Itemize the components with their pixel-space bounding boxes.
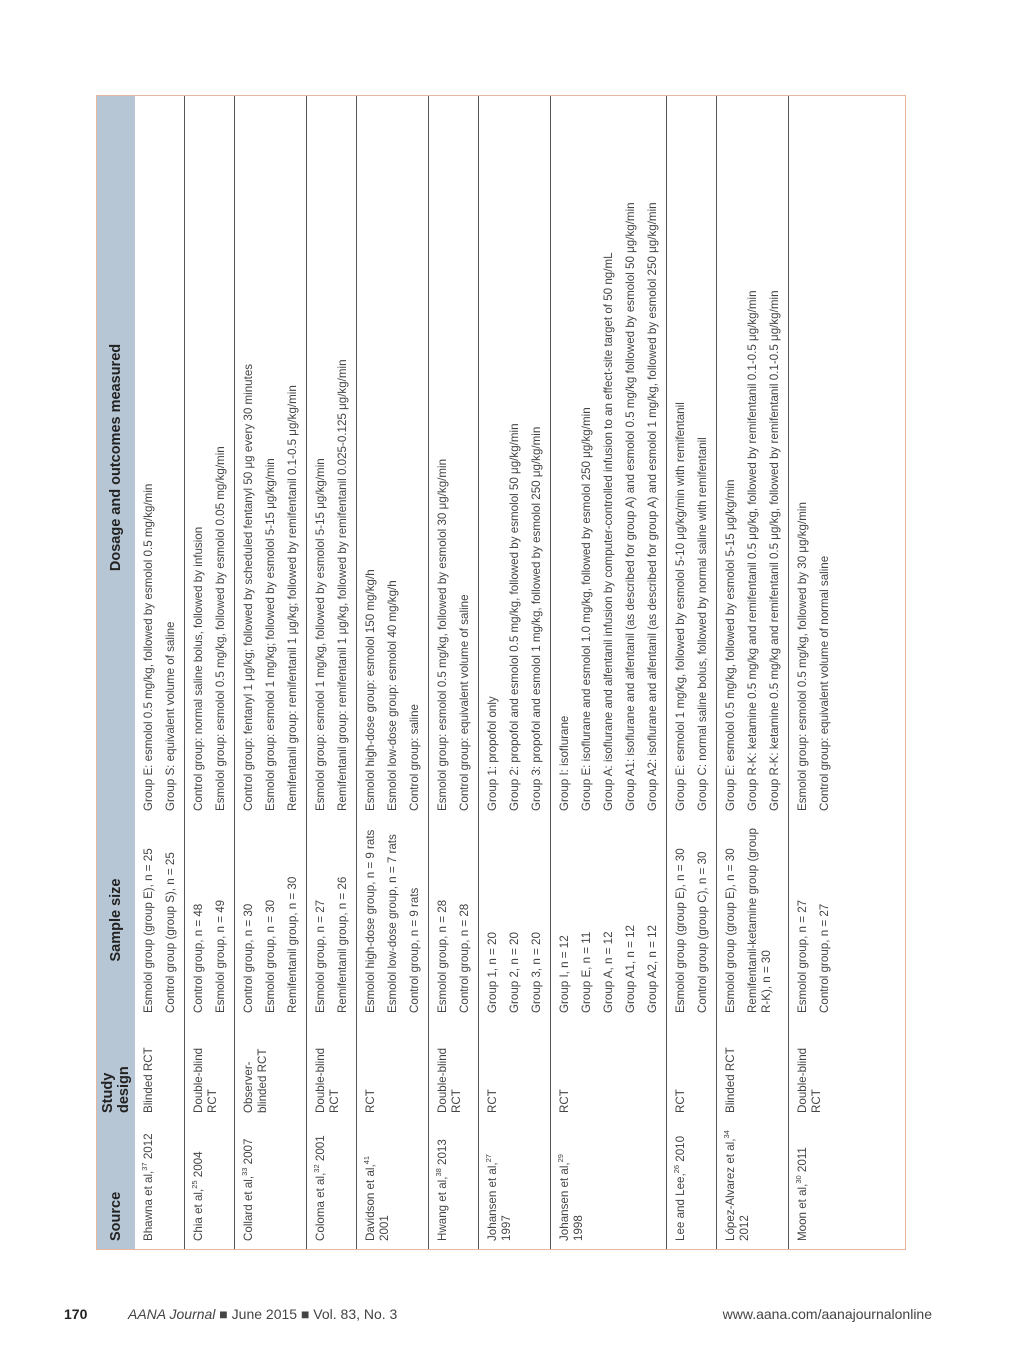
dosage-line: Group A1: isoflurane and alfentanil (as described for group A) and esmolol 0.5 mg/kg followed by esmolol 50 μg/kg/min [624, 202, 637, 811]
header-sample-size: Sample size [97, 819, 135, 1021]
source-cell [185, 1121, 235, 1249]
sample-size-line: Esmolol group (group E), n = 25 [142, 848, 155, 1013]
sample-size-cell [357, 819, 429, 1021]
source-cell [789, 1121, 839, 1249]
header-source: Source [97, 1121, 135, 1249]
reference-number: 26 [672, 1164, 682, 1174]
source-cell [135, 1121, 185, 1249]
source-year: 2011 [796, 1147, 809, 1176]
study-design-cell: Blinded RCT [717, 1021, 789, 1121]
sample-size-cell [235, 819, 307, 1021]
study-design-cell: RCT [357, 1021, 429, 1121]
sample-size-line: Control group, n = 9 rats [408, 887, 421, 1013]
sample-size-line: Control group, n = 28 [458, 903, 471, 1013]
dosage-line: Group E: esmolol 0.5 mg/kg, followed by esmolol 5-15 μg/kg/min [724, 479, 737, 811]
sample-size-line: Esmolol group (group E), n = 30 [724, 848, 737, 1013]
table-row [135, 96, 185, 1249]
studies-table [97, 96, 838, 1249]
dosage-line: Group A2: isoflurane and alfentanil (as described for group A) and esmolol 1 mg/kg, followed by esmolol 250 μg/kg/min [646, 202, 659, 811]
study-design-cell: Double-blind RCT [307, 1021, 357, 1121]
study-design-cell: Observer-blinded RCT [235, 1021, 307, 1121]
table-frame [96, 95, 906, 1250]
source-year: 2010 [674, 1135, 687, 1165]
sample-size-line: Group I, n = 12 [558, 935, 571, 1013]
header-study-design: Study design [97, 1021, 135, 1121]
dosage-line: Esmolol group: esmolol 0.5 mg/kg, followed by 30 μg/kg/min [796, 502, 809, 811]
journal-name: AANA Journal [128, 1306, 216, 1322]
dosage-line: Group S: equivalent volume of saline [164, 621, 177, 811]
sample-size-cell [185, 819, 235, 1021]
reference-number: 25 [190, 1180, 200, 1189]
dosage-line: Remifentanil group: remifentanil 1 μg/kg; followed by remifentanil 0.1-0.5 μg/kg/min [286, 385, 299, 811]
sample-size-line: Esmolol high-dose group, n = 9 rats [364, 829, 377, 1013]
table-row [429, 96, 479, 1249]
source-cell [717, 1121, 789, 1249]
dosage-line: Group I: isoflurane [558, 715, 571, 811]
study-design-cell: Blinded RCT [142, 1047, 155, 1113]
source-year: 2007 [242, 1138, 255, 1168]
source-name: Davidson et al, [364, 1164, 377, 1241]
dosage-line: Group R-K: ketamine 0.5 mg/kg and remifentanil 0.5 μg/kg, followed by remifentanil 0.1-0.5 μg/kg/min [746, 290, 759, 811]
table-row [717, 96, 789, 1249]
reference-number: 30 [794, 1175, 804, 1184]
dosage-line: Group C: normal saline bolus, followed by normal saline with remifentanil [696, 437, 709, 811]
dosage-cell [135, 96, 185, 819]
sample-size-cell [789, 819, 839, 1021]
table-header [97, 96, 135, 1249]
dosage-cell [551, 96, 667, 819]
journal-issue: ■ June 2015 ■ Vol. 83, No. 3 [215, 1306, 398, 1322]
reference-number: 27 [484, 1154, 494, 1163]
sample-size-line: Group 2, n = 20 [508, 932, 521, 1013]
source-year: 2012 [738, 1215, 751, 1241]
study-design-cell: RCT [479, 1021, 551, 1121]
source-name: Bhawna et al, [142, 1170, 155, 1241]
source-name: López-Alvarez et al, [724, 1138, 737, 1241]
sample-size-line: Esmolol group, n = 27 [314, 899, 327, 1013]
source-name: Collard et al, [242, 1175, 255, 1241]
reference-number: 41 [362, 1155, 372, 1165]
sample-size-cell [551, 819, 667, 1021]
sample-size-line: Group 3, n = 20 [530, 932, 543, 1013]
table-row [789, 96, 839, 1249]
table-row [235, 96, 307, 1249]
study-design-cell: RCT [667, 1021, 717, 1121]
reference-number: 33 [240, 1167, 250, 1176]
table-row [551, 96, 667, 1249]
sample-size-cell [307, 819, 357, 1021]
dosage-cell [429, 96, 479, 819]
sample-size-line: Esmolol group, n = 49 [214, 899, 227, 1013]
header-dosage: Dosage and outcomes measured [97, 96, 135, 819]
source-name: Chia et al, [192, 1188, 205, 1241]
sample-size-line: Group A2, n = 12 [646, 925, 659, 1013]
source-name: Coloma et al, [314, 1172, 327, 1241]
source-name: Moon et al, [796, 1183, 809, 1241]
sample-size-line: Group E, n = 11 [580, 931, 593, 1013]
dosage-cell [185, 96, 235, 819]
dosage-line: Group 3: propofol and esmolol 1 mg/kg, followed by esmolol 250 μg/kg/min [530, 426, 543, 811]
source-year: 2001 [314, 1135, 327, 1165]
sample-size-line: Control group (group C), n = 30 [696, 851, 709, 1013]
dosage-line: Group 1: propofol only [486, 696, 499, 811]
dosage-line: Esmolol group: esmolol 0.5 mg/kg, followed by esmolol 0.05 mg/kg/min [214, 446, 227, 811]
dosage-line: Group E: esmolol 0.5 mg/kg, followed by esmolol 0.5 mg/kg/min [142, 483, 155, 811]
sample-size-line: Group A1, n = 12 [624, 925, 637, 1013]
sample-size-line: Esmolol group, n = 30 [264, 899, 277, 1013]
source-year: 2004 [192, 1151, 205, 1181]
sample-size-line: Esmolol group (group E), n = 30 [674, 848, 687, 1013]
dosage-cell [307, 96, 357, 819]
dosage-cell [235, 96, 307, 819]
sample-size-cell [479, 819, 551, 1021]
dosage-line: Group E: esmolol 1 mg/kg, followed by esmolol 5-10 μg/kg/min with remifentanil [674, 402, 687, 811]
table-row [479, 96, 551, 1249]
dosage-cell [717, 96, 789, 819]
dosage-line: Control group: saline [408, 704, 421, 811]
source-cell [357, 1121, 429, 1249]
sample-size-cell [135, 819, 185, 1021]
dosage-line: Esmolol group: esmolol 0.5 mg/kg, followed by esmolol 30 μg/kg/min [436, 458, 449, 811]
rotated-table [97, 96, 905, 1249]
table-row [667, 96, 717, 1249]
source-name: Johansen et al, [558, 1162, 571, 1241]
dosage-cell [667, 96, 717, 819]
reference-number: 34 [722, 1130, 732, 1139]
journal-citation [128, 1306, 397, 1322]
dosage-line: Control group: equivalent volume of saline [458, 594, 471, 811]
source-year: 1998 [572, 1215, 585, 1241]
dosage-line: Esmolol group: esmolol 1 mg/kg, followed by esmolol 5-15 μg/kg/min [314, 458, 327, 811]
source-cell [429, 1121, 479, 1249]
sample-size-cell [717, 819, 789, 1021]
source-cell [235, 1121, 307, 1249]
dosage-line: Control group: equivalent volume of normal saline [818, 555, 831, 811]
source-cell [307, 1121, 357, 1249]
dosage-line: Group R-K: ketamine 0.5 mg/kg and remifentanil 0.5 μg/kg, followed by remifentanil 0.1-0.5 μg/kg/min [768, 290, 781, 811]
dosage-line: Group 2: propofol and esmolol 0.5 mg/kg, followed by esmolol 50 μg/kg/min [508, 423, 521, 811]
table-row [185, 96, 235, 1249]
table-body [135, 96, 838, 1249]
reference-number: 38 [434, 1168, 444, 1177]
source-year: 1997 [500, 1215, 513, 1241]
reference-number: 37 [140, 1162, 150, 1171]
dosage-cell [479, 96, 551, 819]
dosage-line: Control group: normal saline bolus, followed by infusion [192, 526, 205, 811]
dosage-cell [789, 96, 839, 819]
sample-size-line: Control group, n = 27 [818, 903, 831, 1013]
source-year: 2001 [378, 1215, 391, 1241]
sample-size-line: Group 1, n = 20 [486, 932, 499, 1013]
dosage-line: Group E: isoflurane and esmolol 1.0 mg/kg, followed by esmolol 250 μg/kg/min [580, 407, 593, 811]
dosage-line: Group A: isoflurane and alfentanil infusion by computer-controlled infusion to an effect-site target of 50 ng/mL [602, 252, 615, 811]
sample-size-line: Esmolol low-dose group, n = 7 rats [386, 834, 399, 1013]
dosage-line: Esmolol low-dose group: esmolol 40 mg/kg/h [386, 580, 399, 811]
study-design-cell: Double-blind RCT [185, 1021, 235, 1121]
sample-size-cell [429, 819, 479, 1021]
source-cell [551, 1121, 667, 1249]
source-cell [479, 1121, 551, 1249]
study-design-cell: Double-blind RCT [429, 1021, 479, 1121]
source-name: Johansen et al, [486, 1162, 499, 1241]
source-year: 2012 [142, 1133, 155, 1163]
dosage-line: Esmolol high-dose group: esmolol 150 mg/kg/h [364, 569, 377, 811]
page-number: 170 [64, 1306, 88, 1322]
source-cell [667, 1121, 717, 1249]
sample-size-cell [667, 819, 717, 1021]
dosage-line: Remifentanil group: remifentanil 1 μg/kg, followed by remifentanil 0.025-0.125 μg/kg/min [336, 359, 349, 811]
sample-size-line: Remifentanil-ketamine group (group R-K), n = 30 [746, 828, 773, 1013]
source-year: 2013 [436, 1139, 449, 1169]
study-design-cell: Double-blind RCT [789, 1021, 839, 1121]
source-name: Lee and Lee, [674, 1173, 687, 1241]
sample-size-line: Remifentanil group, n = 26 [336, 876, 349, 1013]
reference-number: 32 [312, 1164, 322, 1173]
reference-number: 29 [556, 1154, 566, 1163]
sample-size-line: Control group (group S), n = 25 [164, 852, 177, 1013]
sample-size-line: Group A, n = 12 [602, 931, 615, 1013]
sample-size-line: Control group, n = 48 [192, 903, 205, 1013]
study-design-cell: RCT [551, 1021, 667, 1121]
journal-website: www.aana.com/aanajournalonline [722, 1306, 932, 1322]
sample-size-line: Control group, n = 30 [242, 903, 255, 1013]
page-footer [64, 1306, 932, 1326]
source-name: Hwang et al, [436, 1176, 449, 1241]
table-row [357, 96, 429, 1249]
sample-size-line: Remifentanil group, n = 30 [286, 876, 299, 1013]
table-row [307, 96, 357, 1249]
sample-size-line: Esmolol group, n = 28 [436, 899, 449, 1013]
dosage-line: Esmolol group: esmolol 1 mg/kg; followed by esmolol 5-15 μg/kg/min [264, 458, 277, 811]
dosage-cell [357, 96, 429, 819]
sample-size-line: Esmolol group, n = 27 [796, 899, 809, 1013]
dosage-line: Control group: fentanyl 1 μg/kg; followed by scheduled fentanyl 50 μg every 30 minutes [242, 363, 255, 811]
